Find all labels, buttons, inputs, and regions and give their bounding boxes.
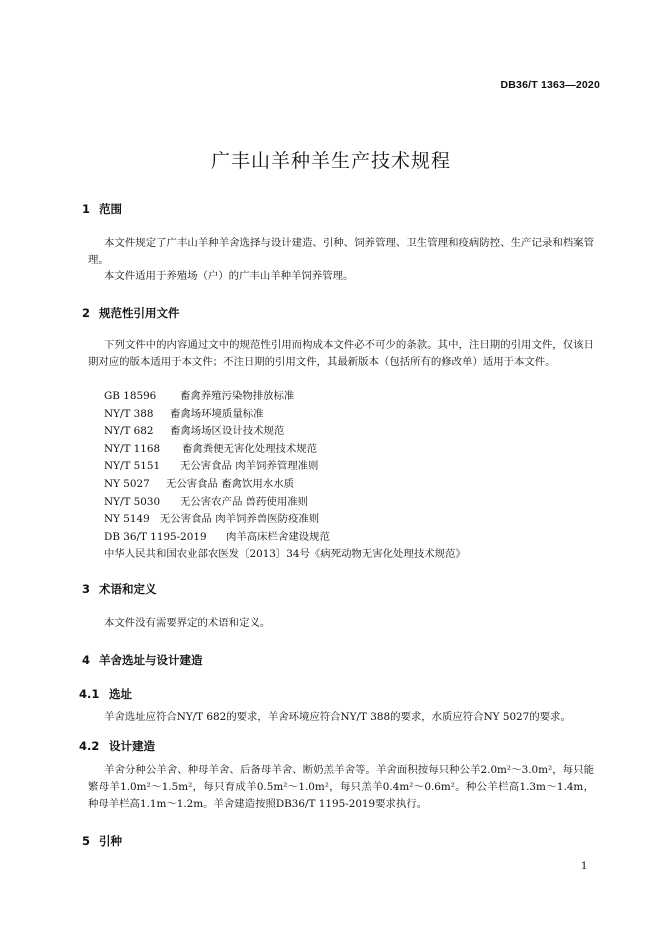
section-title: 引种 <box>99 834 122 848</box>
section-2-heading <box>82 305 180 321</box>
section-number: 4.2 <box>79 739 100 753</box>
reference-code: NY/T 388 <box>104 407 154 420</box>
section-title: 术语和定义 <box>99 582 157 596</box>
standard-id: DB36/T 1363—2020 <box>500 79 600 91</box>
reference-item <box>104 458 466 476</box>
section-title: 羊舍选址与设计建造 <box>99 653 203 667</box>
reference-item <box>104 423 466 441</box>
reference-name: 畜禽场环境质量标准 <box>170 407 264 420</box>
reference-name: 无公害食品 肉羊饲养管理准则 <box>180 460 319 473</box>
document-title: 广丰山羊种羊生产技术规程 <box>210 150 451 172</box>
section-1-heading <box>82 201 122 217</box>
reference-item <box>104 388 466 406</box>
section-1-paragraph-1: 本文件规定了广丰山羊种羊舍选择与设计建造、引种、饲养管理、卫生管理和疫病防控、生产记录和档案管理。 <box>88 237 594 266</box>
section-3-heading <box>82 581 157 597</box>
reference-name: 无公害食品 肉羊饲养兽医防疫准则 <box>160 513 320 526</box>
section-number: 1 <box>82 202 91 216</box>
reference-code: NY/T 682 <box>104 425 154 438</box>
reference-name: 畜禽粪便无害化处理技术规范 <box>182 442 318 455</box>
reference-item <box>104 494 466 512</box>
section-number: 4.1 <box>79 687 100 701</box>
reference-code: DB 36/T 1195-2019 <box>104 530 207 543</box>
section-4-2-heading <box>79 738 155 754</box>
section-4-heading <box>82 652 203 668</box>
reference-name: 无公害食品 畜禽饮用水水质 <box>166 477 294 490</box>
section-number: 3 <box>82 582 91 596</box>
reference-code: GB 18596 <box>104 390 157 402</box>
section-1-paragraph-2: 本文件适用于养殖场（户）的广丰山羊种羊饲养管理。 <box>104 270 354 282</box>
reference-item <box>104 529 466 547</box>
reference-code: NY 5027 <box>104 477 150 490</box>
reference-name: 畜禽养殖污染物排放标准 <box>180 390 295 402</box>
section-5-heading <box>82 833 122 849</box>
reference-item <box>104 476 466 494</box>
reference-item <box>104 406 466 424</box>
reference-name: 肉羊高床栏舍建设规范 <box>226 530 330 543</box>
section-4-1-heading <box>79 686 132 702</box>
section-4-1-paragraph-1: 羊舍选址应符合NY/T 682的要求，羊舍环境应符合NY/T 388的要求，水质应符合NY 5027的要求。 <box>104 711 571 723</box>
reference-item <box>104 546 466 564</box>
section-number: 5 <box>82 834 91 848</box>
normative-reference-list <box>104 388 466 564</box>
reference-item <box>104 511 466 529</box>
page-number: 1 <box>581 861 588 872</box>
reference-code: NY 5149 <box>104 513 150 526</box>
section-title: 范围 <box>99 202 122 216</box>
reference-name: 畜禽场场区设计技术规范 <box>170 425 285 438</box>
reference-name: 无公害农产品 兽药使用准则 <box>180 495 308 508</box>
section-title: 规范性引用文件 <box>99 306 180 320</box>
section-2-paragraph-1: 下列文件中的内容通过文中的规范性引用而构成本文件必不可少的条款。其中，注日期的引用文件，仅该日期对应的版本适用于本文件；不注日期的引用文件，其最新版本（包括所有的修改单）适用于本文件。 <box>88 339 594 368</box>
reference-name: 中华人民共和国农业部农医发〔2013〕34号《病死动物无害化处理技术规范》 <box>104 548 466 561</box>
section-4-2-paragraph-1: 羊舍分种公羊舍、种母羊舍、后备母羊舍、断奶羔羊舍等。羊舍面积按每只种公羊2.0m²～3.0m²，每只能繁母羊1.0m²～1.5m²，每只育成羊0.5m²～1.0m²，每只羔羊0.4m²～0.6m²。种公羊栏高1.3m～1.4m，种母羊栏高1.1m～1.2m。羊舍建造按照DB36/T 1195-2019要求执行。 <box>88 764 594 810</box>
section-3-paragraph-1: 本文件没有需要界定的术语和定义。 <box>104 617 271 629</box>
section-title: 设计建造 <box>109 739 155 753</box>
section-number: 2 <box>82 306 91 320</box>
section-title: 选址 <box>109 687 132 701</box>
section-number: 4 <box>82 653 91 667</box>
reference-code: NY/T 5030 <box>104 495 161 508</box>
reference-code: NY/T 5151 <box>104 460 161 473</box>
reference-code: NY/T 1168 <box>104 442 161 455</box>
reference-item <box>104 441 466 459</box>
